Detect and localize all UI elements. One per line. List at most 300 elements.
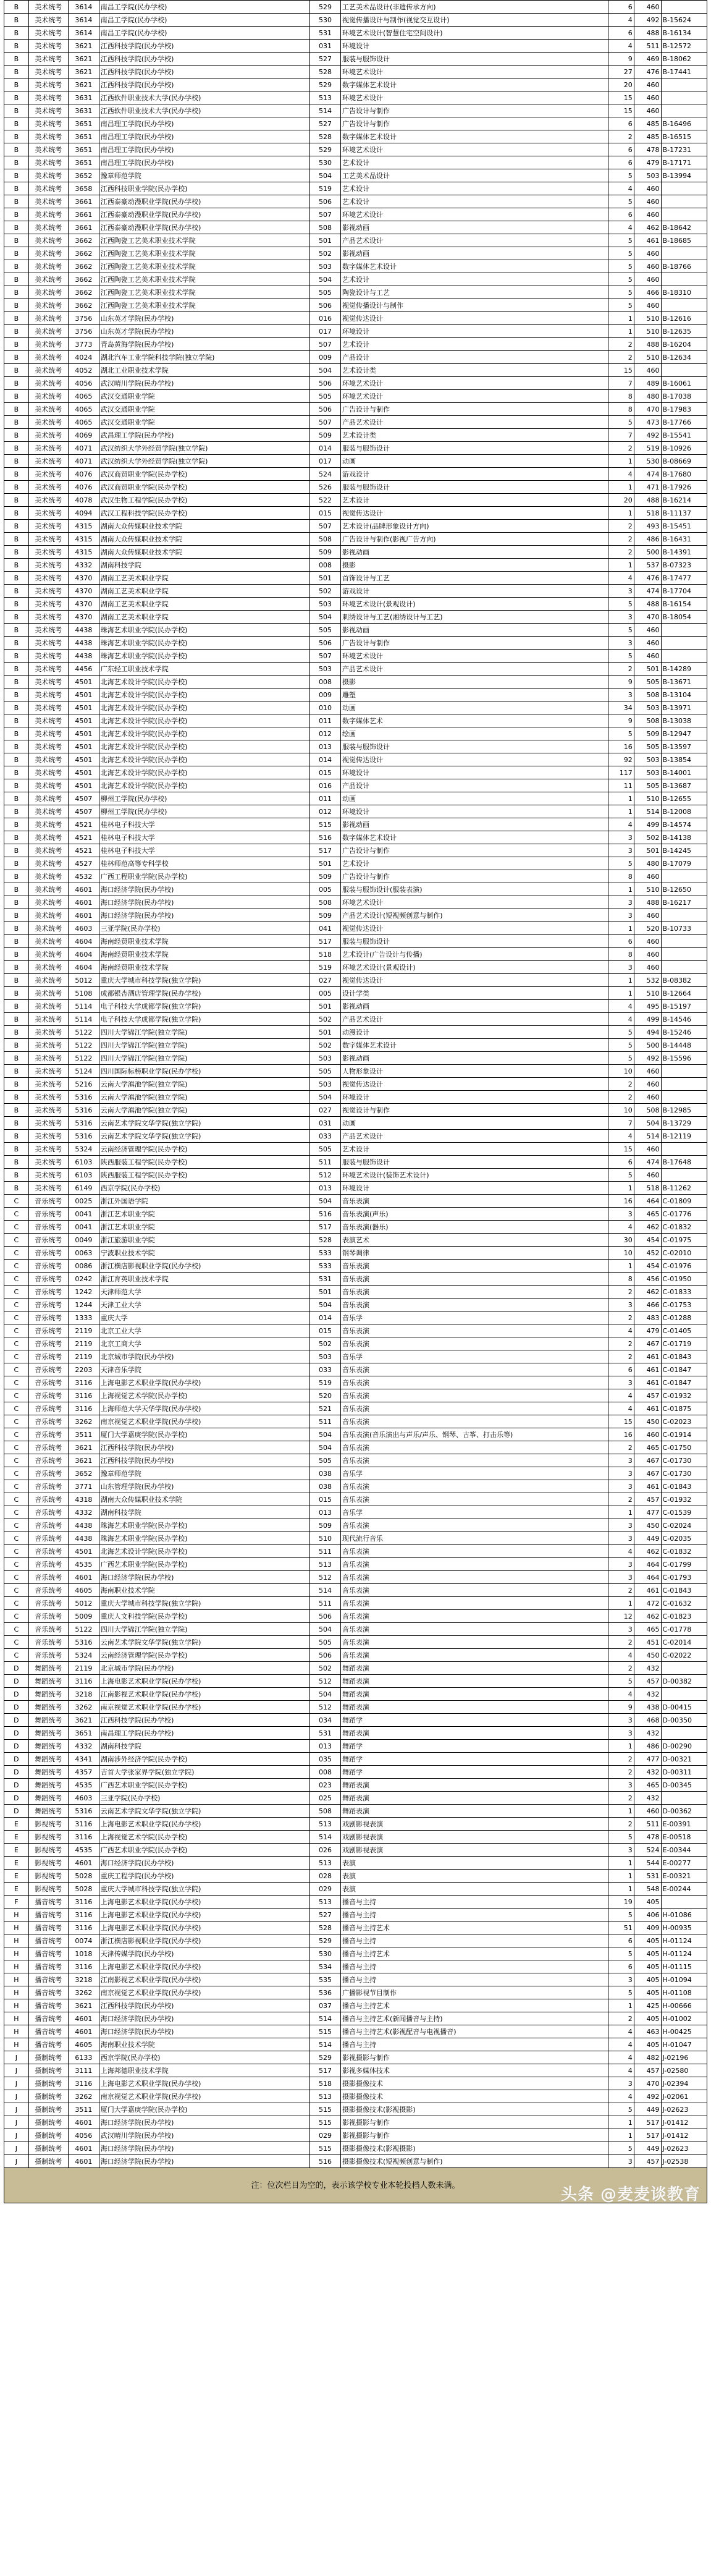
- cell-major-name: 艺术设计: [341, 182, 608, 195]
- cell-score: 510: [634, 351, 661, 364]
- cell-school-code: 4438: [68, 624, 99, 637]
- cell-major-name: 数字媒体艺术设计: [341, 1039, 608, 1052]
- cell-school-name: 江西科技学院(民办学校): [99, 78, 309, 91]
- cell-major-code: 504: [310, 1195, 341, 1208]
- cell-school-code: 3662: [68, 286, 99, 299]
- cell-plan-count: 3: [608, 1519, 634, 1532]
- cell-plan-count: 8: [608, 870, 634, 883]
- cell-rank-code: C-02014: [661, 1636, 707, 1649]
- cell-major-code: 504: [310, 1091, 341, 1104]
- cell-plan-count: 1: [608, 805, 634, 818]
- cell-school-name: 北海艺术设计学院(民办学校): [99, 727, 309, 740]
- cell-major-code: 038: [310, 1480, 341, 1493]
- cell-rank-code: C-01823: [661, 1610, 707, 1623]
- cell-rank-code: J-01412: [661, 2129, 707, 2142]
- cell-rank-code: [661, 1065, 707, 1078]
- cell-batch: C: [4, 1221, 29, 1234]
- table-row: [4, 221, 707, 234]
- cell-rank-code: C-01976: [661, 1260, 707, 1273]
- cell-school-code: 4603: [68, 1792, 99, 1805]
- cell-major-name: 动漫设计: [341, 1026, 608, 1039]
- cell-school-code: 4370: [68, 572, 99, 585]
- cell-school-name: 重庆人文科技学院(民办学校): [99, 1610, 309, 1623]
- cell-school-code: 3661: [68, 208, 99, 221]
- cell-score: 450: [634, 1519, 661, 1532]
- cell-exam-type: 音乐统考: [28, 1610, 68, 1623]
- cell-major-code: 508: [310, 896, 341, 909]
- cell-school-name: 重庆大学城市科技学院(独立学院): [99, 1597, 309, 1610]
- cell-exam-type: 摄制统考: [28, 2090, 68, 2103]
- cell-exam-type: 美术统考: [28, 390, 68, 403]
- cell-major-name: 视觉传达设计: [341, 507, 608, 520]
- cell-school-name: 云南大学滇池学院(独立学院): [99, 1104, 309, 1117]
- cell-school-code: 3116: [68, 2077, 99, 2090]
- cell-school-name: 海口经济学院(民办学校): [99, 883, 309, 896]
- cell-major-code: 037: [310, 1999, 341, 2012]
- cell-rank-code: B-18766: [661, 260, 707, 273]
- cell-score: 517: [634, 2116, 661, 2129]
- cell-batch: B: [4, 208, 29, 221]
- table-row: [4, 1623, 707, 1636]
- cell-exam-type: 美术统考: [28, 701, 68, 714]
- table-row: [4, 1, 707, 14]
- cell-rank-code: [661, 1169, 707, 1182]
- cell-major-name: 服装与服饰设计(服装表演): [341, 883, 608, 896]
- cell-major-name: 音乐表演: [341, 1195, 608, 1208]
- cell-score: 480: [634, 857, 661, 870]
- cell-school-name: 北京城市学院(民办学校): [99, 1662, 309, 1675]
- table-row: [4, 1428, 707, 1441]
- cell-score: 466: [634, 1299, 661, 1311]
- cell-school-code: 4604: [68, 935, 99, 948]
- cell-plan-count: 4: [608, 1402, 634, 1415]
- cell-major-code: 008: [310, 1766, 341, 1779]
- cell-school-code: 3662: [68, 273, 99, 286]
- cell-school-name: 天津工业大学: [99, 1299, 309, 1311]
- cell-major-code: 507: [310, 208, 341, 221]
- cell-major-name: 摄影: [341, 559, 608, 572]
- cell-rank-code: B-12985: [661, 1104, 707, 1117]
- cell-plan-count: 2: [608, 130, 634, 143]
- cell-plan-count: 4: [608, 818, 634, 831]
- cell-batch: H: [4, 1947, 29, 1960]
- cell-major-code: 511: [310, 1597, 341, 1610]
- cell-rank-code: [661, 104, 707, 117]
- table-row: [4, 1311, 707, 1324]
- table-row: [4, 1701, 707, 1714]
- cell-school-code: 3652: [68, 169, 99, 182]
- cell-school-name: 武汉交通职业学院: [99, 403, 309, 416]
- cell-major-code: 013: [310, 740, 341, 753]
- cell-exam-type: 音乐统考: [28, 1286, 68, 1299]
- cell-school-name: 厦门大学嘉庚学院(民办学校): [99, 2103, 309, 2116]
- cell-batch: B: [4, 364, 29, 377]
- cell-score: 432: [634, 1662, 661, 1675]
- table-row: [4, 714, 707, 727]
- cell-major-name: 环境设计: [341, 1091, 608, 1104]
- cell-major-name: 数字媒体艺术设计: [341, 831, 608, 844]
- cell-score: 480: [634, 390, 661, 403]
- cell-plan-count: 3: [608, 1973, 634, 1986]
- cell-batch: H: [4, 1934, 29, 1947]
- cell-major-code: 515: [310, 818, 341, 831]
- cell-rank-code: B-16217: [661, 896, 707, 909]
- cell-school-code: 4056: [68, 2129, 99, 2142]
- cell-major-code: 535: [310, 1973, 341, 1986]
- cell-exam-type: 美术统考: [28, 1039, 68, 1052]
- table-row: [4, 559, 707, 572]
- cell-score: 460: [634, 78, 661, 91]
- cell-major-name: 播音与主持艺术: [341, 1921, 608, 1934]
- table-row: [4, 1376, 707, 1389]
- cell-major-name: 影视动画: [341, 1052, 608, 1065]
- cell-major-code: 529: [310, 1, 341, 14]
- cell-school-code: 4501: [68, 714, 99, 727]
- cell-school-code: 4601: [68, 2116, 99, 2129]
- cell-plan-count: 8: [608, 403, 634, 416]
- cell-plan-count: 5: [608, 1947, 634, 1960]
- cell-school-name: 重庆工程学院(民办学校): [99, 1870, 309, 1883]
- cell-exam-type: 舞蹈统考: [28, 1662, 68, 1675]
- cell-exam-type: 美术统考: [28, 740, 68, 753]
- cell-major-name: 产品艺术设计: [341, 416, 608, 429]
- cell-major-code: 506: [310, 377, 341, 390]
- cell-school-name: 湖南科技学院: [99, 1740, 309, 1753]
- cell-plan-count: 1: [608, 2129, 634, 2142]
- cell-rank-code: B-18310: [661, 286, 707, 299]
- cell-major-name: 音乐表演: [341, 1480, 608, 1493]
- table-row: [4, 2038, 707, 2051]
- cell-major-code: 505: [310, 1065, 341, 1078]
- cell-exam-type: 美术统考: [28, 455, 68, 468]
- cell-score: 508: [634, 714, 661, 727]
- cell-school-code: 2119: [68, 1662, 99, 1675]
- cell-score: 463: [634, 2025, 661, 2038]
- cell-score: 460: [634, 1428, 661, 1441]
- cell-rank-code: C-01778: [661, 1623, 707, 1636]
- cell-rank-code: C-02023: [661, 1415, 707, 1428]
- cell-school-name: 海口经济学院(民办学校): [99, 2012, 309, 2025]
- cell-exam-type: 摄制统考: [28, 2077, 68, 2090]
- cell-rank-code: [661, 637, 707, 650]
- cell-school-code: 6103: [68, 1156, 99, 1169]
- cell-school-code: 4078: [68, 494, 99, 507]
- cell-school-code: 5122: [68, 1623, 99, 1636]
- cell-major-name: 播音与主持: [341, 1909, 608, 1921]
- cell-batch: D: [4, 1779, 29, 1792]
- cell-plan-count: 2: [608, 1818, 634, 1831]
- table-row: [4, 1883, 707, 1896]
- cell-major-name: 广告设计与制作: [341, 637, 608, 650]
- cell-exam-type: 美术统考: [28, 312, 68, 325]
- cell-school-name: 南昌理工学院(民办学校): [99, 156, 309, 169]
- cell-major-name: 广告设计与制作: [341, 117, 608, 130]
- table-row: [4, 468, 707, 481]
- cell-school-name: 广西工程职业学院(民办学校): [99, 870, 309, 883]
- cell-major-name: 戏剧影视表演: [341, 1831, 608, 1844]
- cell-score: 532: [634, 974, 661, 987]
- cell-rank-code: D-00321: [661, 1753, 707, 1766]
- cell-school-code: 4501: [68, 753, 99, 766]
- cell-school-name: 上海电影艺术职业学院(民办学校): [99, 1818, 309, 1831]
- cell-major-name: 音乐表演: [341, 1337, 608, 1350]
- cell-score: 462: [634, 1286, 661, 1299]
- cell-rank-code: B-17983: [661, 403, 707, 416]
- cell-batch: B: [4, 221, 29, 234]
- table-row: [4, 1519, 707, 1532]
- cell-plan-count: 15: [608, 104, 634, 117]
- cell-school-code: 0049: [68, 1234, 99, 1247]
- cell-exam-type: 音乐统考: [28, 1324, 68, 1337]
- cell-major-code: 501: [310, 1000, 341, 1013]
- cell-rank-code: B-18685: [661, 234, 707, 247]
- cell-exam-type: 美术统考: [28, 585, 68, 598]
- cell-batch: C: [4, 1299, 29, 1311]
- cell-school-name: 南昌理工学院(民办学校): [99, 1727, 309, 1740]
- cell-score: 460: [634, 1065, 661, 1078]
- cell-major-name: 影视摄影与制作: [341, 2129, 608, 2142]
- cell-major-name: 广告设计与制作(影视广告方向): [341, 533, 608, 546]
- cell-score: 460: [634, 247, 661, 260]
- cell-major-name: 服装与服饰设计: [341, 1156, 608, 1169]
- cell-school-code: 3651: [68, 117, 99, 130]
- cell-batch: H: [4, 1921, 29, 1934]
- cell-plan-count: 3: [608, 1571, 634, 1584]
- cell-major-name: 产品艺术设计: [341, 234, 608, 247]
- table-row: [4, 338, 707, 351]
- cell-major-name: 摄影摄像技术: [341, 2090, 608, 2103]
- cell-plan-count: 6: [608, 27, 634, 40]
- cell-plan-count: 4: [608, 1130, 634, 1143]
- cell-rank-code: [661, 1662, 707, 1675]
- cell-major-code: 505: [310, 1636, 341, 1649]
- cell-school-name: 桂林电子科技大学: [99, 818, 309, 831]
- cell-exam-type: 音乐统考: [28, 1195, 68, 1208]
- cell-school-code: 5028: [68, 1870, 99, 1883]
- table-row: [4, 1260, 707, 1273]
- cell-batch: C: [4, 1260, 29, 1273]
- cell-exam-type: 美术统考: [28, 663, 68, 676]
- cell-score: 449: [634, 2103, 661, 2116]
- cell-major-name: 音乐表演: [341, 1376, 608, 1389]
- cell-rank-code: C-01730: [661, 1467, 707, 1480]
- cell-batch: D: [4, 1766, 29, 1779]
- table-row: [4, 792, 707, 805]
- cell-batch: B: [4, 455, 29, 468]
- cell-score: 465: [634, 1441, 661, 1454]
- cell-batch: B: [4, 1182, 29, 1195]
- cell-batch: C: [4, 1195, 29, 1208]
- cell-plan-count: 9: [608, 1701, 634, 1714]
- cell-plan-count: 2: [608, 1636, 634, 1649]
- cell-exam-type: 美术统考: [28, 1130, 68, 1143]
- cell-major-code: 518: [310, 2077, 341, 2090]
- cell-school-name: 山东英才学院(民办学校): [99, 312, 309, 325]
- cell-exam-type: 美术统考: [28, 507, 68, 520]
- table-row: [4, 1727, 707, 1740]
- cell-batch: B: [4, 637, 29, 650]
- cell-exam-type: 美术统考: [28, 909, 68, 922]
- cell-plan-count: 5: [608, 650, 634, 663]
- cell-rank-code: H-00935: [661, 1921, 707, 1934]
- cell-exam-type: 美术统考: [28, 1091, 68, 1104]
- cell-school-name: 桂林电子科技大学: [99, 844, 309, 857]
- cell-plan-count: 6: [608, 1363, 634, 1376]
- table-row: [4, 585, 707, 598]
- cell-school-code: 4532: [68, 870, 99, 883]
- cell-major-name: 播音与主持: [341, 1934, 608, 1947]
- cell-score: 457: [634, 2155, 661, 2168]
- cell-school-code: 4332: [68, 1740, 99, 1753]
- cell-score: 503: [634, 701, 661, 714]
- cell-exam-type: 美术统考: [28, 896, 68, 909]
- table-row: [4, 1584, 707, 1597]
- cell-school-name: 广西艺术职业学院(民办学校): [99, 1844, 309, 1857]
- cell-rank-code: C-01809: [661, 1195, 707, 1208]
- cell-exam-type: 舞蹈统考: [28, 1805, 68, 1818]
- cell-rank-code: [661, 364, 707, 377]
- cell-school-name: 南昌理工学院(民办学校): [99, 130, 309, 143]
- cell-major-name: 服装与服饰设计: [341, 481, 608, 494]
- cell-batch: B: [4, 481, 29, 494]
- cell-major-name: 摄影摄像技术(短视频创意与制作): [341, 2155, 608, 2168]
- cell-exam-type: 舞蹈统考: [28, 1688, 68, 1701]
- cell-score: 450: [634, 1415, 661, 1428]
- cell-school-name: 天津传媒学院(民办学校): [99, 1947, 309, 1960]
- cell-school-code: 4521: [68, 844, 99, 857]
- cell-school-name: 三亚学院(民办学校): [99, 1792, 309, 1805]
- cell-batch: B: [4, 91, 29, 104]
- cell-score: 432: [634, 1792, 661, 1805]
- table-row: [4, 1986, 707, 1999]
- cell-exam-type: 美术统考: [28, 40, 68, 53]
- cell-school-name: 云南艺术学院文华学院(独立学院): [99, 1130, 309, 1143]
- cell-major-name: 视觉传播设计与制作(视觉交互设计): [341, 14, 608, 27]
- cell-major-name: 播音与主持艺术: [341, 1999, 608, 2012]
- cell-plan-count: 1: [608, 2116, 634, 2129]
- cell-major-code: 511: [310, 1545, 341, 1558]
- cell-batch: C: [4, 1493, 29, 1506]
- cell-score: 460: [634, 948, 661, 961]
- cell-plan-count: 1: [608, 559, 634, 572]
- cell-school-name: 山东管理学院(民办学校): [99, 1480, 309, 1493]
- cell-exam-type: 美术统考: [28, 260, 68, 273]
- cell-major-name: 表演: [341, 1857, 608, 1870]
- cell-rank-code: D-00290: [661, 1740, 707, 1753]
- cell-score: 460: [634, 91, 661, 104]
- cell-batch: H: [4, 1986, 29, 1999]
- cell-exam-type: 美术统考: [28, 1026, 68, 1039]
- cell-major-code: 010: [310, 701, 341, 714]
- cell-school-name: 海南经贸职业技术学院: [99, 948, 309, 961]
- cell-major-name: 产品设计: [341, 351, 608, 364]
- cell-exam-type: 美术统考: [28, 727, 68, 740]
- cell-plan-count: 20: [608, 78, 634, 91]
- cell-school-name: 柳州工学院(民办学校): [99, 792, 309, 805]
- cell-school-code: 5028: [68, 1883, 99, 1896]
- cell-school-code: 5108: [68, 987, 99, 1000]
- cell-batch: B: [4, 143, 29, 156]
- table-row: [4, 1324, 707, 1337]
- cell-score: 492: [634, 429, 661, 442]
- cell-rank-code: C-01632: [661, 1597, 707, 1610]
- cell-major-name: 影视多媒体技术: [341, 2064, 608, 2077]
- cell-rank-code: C-02035: [661, 1532, 707, 1545]
- cell-exam-type: 美术统考: [28, 338, 68, 351]
- cell-school-name: 西京学院(民办学校): [99, 2051, 309, 2064]
- cell-major-name: 表演: [341, 1870, 608, 1883]
- cell-school-name: 浙江艺术职业学院: [99, 1208, 309, 1221]
- cell-score: 460: [634, 637, 661, 650]
- cell-rank-code: B-13687: [661, 779, 707, 792]
- cell-batch: B: [4, 857, 29, 870]
- cell-major-code: 506: [310, 1649, 341, 1662]
- cell-exam-type: 美术统考: [28, 377, 68, 390]
- cell-school-name: 湖南涉外经济学院(民办学校): [99, 1753, 309, 1766]
- cell-plan-count: 7: [608, 1117, 634, 1130]
- cell-rank-code: C-01932: [661, 1389, 707, 1402]
- cell-major-name: 服装与服饰设计: [341, 442, 608, 455]
- cell-school-code: 3116: [68, 1909, 99, 1921]
- cell-score: 510: [634, 792, 661, 805]
- cell-batch: C: [4, 1376, 29, 1389]
- cell-major-code: 501: [310, 572, 341, 585]
- cell-major-code: 505: [310, 624, 341, 637]
- cell-school-code: 4501: [68, 740, 99, 753]
- cell-plan-count: 6: [608, 935, 634, 948]
- cell-school-name: 天津音乐学院: [99, 1363, 309, 1376]
- cell-rank-code: [661, 182, 707, 195]
- table-row: [4, 1480, 707, 1493]
- cell-school-name: 南昌理工学院(民办学校): [99, 143, 309, 156]
- cell-plan-count: 3: [608, 1727, 634, 1740]
- cell-batch: E: [4, 1883, 29, 1896]
- cell-score: 460: [634, 104, 661, 117]
- cell-school-code: 3652: [68, 1467, 99, 1480]
- cell-rank-code: [661, 78, 707, 91]
- cell-exam-type: 美术统考: [28, 247, 68, 260]
- cell-plan-count: 6: [608, 1934, 634, 1947]
- cell-plan-count: 2: [608, 1091, 634, 1104]
- cell-school-code: 4318: [68, 1493, 99, 1506]
- cell-batch: B: [4, 507, 29, 520]
- cell-exam-type: 美术统考: [28, 221, 68, 234]
- table-row: [4, 1130, 707, 1143]
- table-row: [4, 1870, 707, 1883]
- cell-exam-type: 美术统考: [28, 481, 68, 494]
- cell-exam-type: 音乐统考: [28, 1584, 68, 1597]
- cell-score: 486: [634, 1740, 661, 1753]
- table-row: [4, 1766, 707, 1779]
- table-row: [4, 2116, 707, 2129]
- cell-batch: E: [4, 1844, 29, 1857]
- cell-batch: B: [4, 792, 29, 805]
- cell-batch: B: [4, 922, 29, 935]
- cell-plan-count: 9: [608, 714, 634, 727]
- cell-batch: B: [4, 338, 29, 351]
- cell-batch: B: [4, 1156, 29, 1169]
- table-row: [4, 779, 707, 792]
- cell-major-code: 512: [310, 1701, 341, 1714]
- cell-major-name: 音乐学: [341, 1311, 608, 1324]
- cell-batch: B: [4, 53, 29, 66]
- cell-major-code: 038: [310, 1467, 341, 1480]
- cell-exam-type: 影视统考: [28, 1870, 68, 1883]
- cell-exam-type: 美术统考: [28, 66, 68, 78]
- cell-plan-count: 1: [608, 507, 634, 520]
- table-row: [4, 2025, 707, 2038]
- cell-rank-code: H-01086: [661, 1909, 707, 1921]
